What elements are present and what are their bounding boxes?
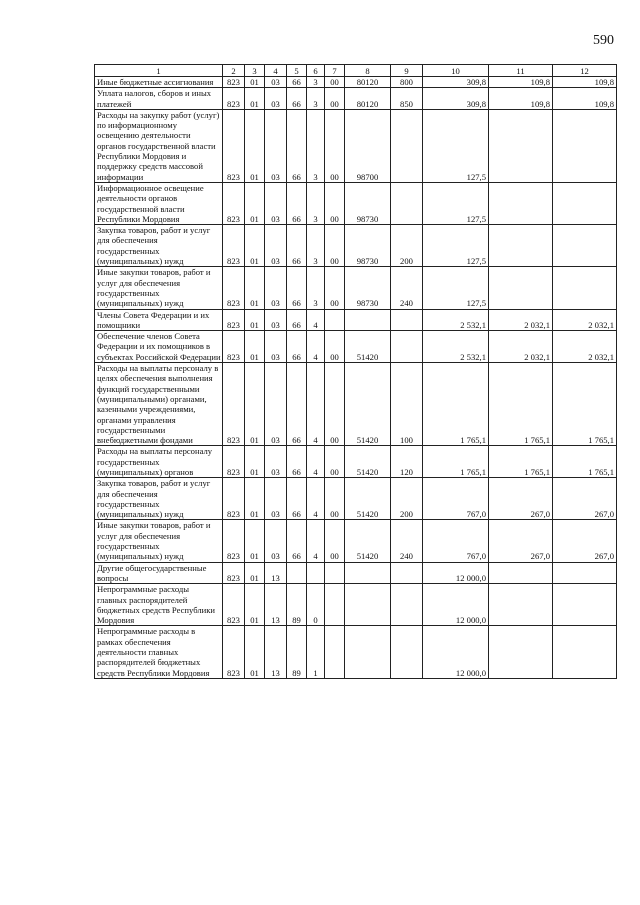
column-3-cell: 01 [245, 182, 265, 224]
table-row [95, 584, 617, 626]
column-9-cell: 200 [391, 225, 423, 267]
column-7-cell [325, 626, 345, 678]
column-3-cell: 01 [245, 446, 265, 478]
column-5-cell: 66 [287, 77, 307, 88]
column-2-cell: 823 [223, 562, 245, 584]
column-10-cell: 767,0 [423, 520, 489, 562]
column-4-cell: 03 [265, 331, 287, 363]
table-row [95, 182, 617, 224]
column-9-cell: 240 [391, 520, 423, 562]
table-row [95, 562, 617, 584]
column-7-cell: 00 [325, 446, 345, 478]
column-11-cell [489, 584, 553, 626]
column-9-cell: 200 [391, 478, 423, 520]
column-header: 9 [391, 65, 423, 77]
column-12-cell [553, 267, 617, 309]
column-12-cell [553, 109, 617, 182]
column-10-cell: 2 532,1 [423, 309, 489, 331]
column-5-cell: 66 [287, 182, 307, 224]
column-header: 1 [95, 65, 223, 77]
column-4-cell: 03 [265, 309, 287, 331]
column-4-cell: 03 [265, 88, 287, 110]
column-7-cell [325, 584, 345, 626]
column-2-cell: 823 [223, 446, 245, 478]
column-6-cell [307, 562, 325, 584]
column-9-cell [391, 562, 423, 584]
table-row [95, 446, 617, 478]
column-11-cell [489, 562, 553, 584]
column-6-cell: 3 [307, 77, 325, 88]
column-2-cell: 823 [223, 331, 245, 363]
column-10-cell: 767,0 [423, 478, 489, 520]
column-11-cell: 267,0 [489, 478, 553, 520]
column-number-row [95, 65, 617, 77]
column-header: 12 [553, 65, 617, 77]
row-name-cell: Непрограммные расходы главных распорядителей бюджетных средств Республики Мордовия [95, 584, 223, 626]
column-4-cell: 03 [265, 446, 287, 478]
column-3-cell: 01 [245, 584, 265, 626]
column-5-cell: 66 [287, 109, 307, 182]
column-7-cell: 00 [325, 267, 345, 309]
column-12-cell [553, 584, 617, 626]
column-10-cell: 127,5 [423, 267, 489, 309]
column-4-cell: 03 [265, 182, 287, 224]
row-name-cell: Другие общегосударственные вопросы [95, 562, 223, 584]
column-10-cell: 1 765,1 [423, 363, 489, 446]
row-name-cell: Обеспечение членов Совета Федерации и их помощников в субъектах Российской Федерации [95, 331, 223, 363]
table-row [95, 77, 617, 88]
row-name-cell: Уплата налогов, сборов и иных платежей [95, 88, 223, 110]
column-8-cell [345, 562, 391, 584]
column-3-cell: 01 [245, 478, 265, 520]
column-12-cell [553, 626, 617, 678]
column-6-cell: 3 [307, 88, 325, 110]
row-name-cell: Расходы на выплаты персоналу государственных (муниципальных) органов [95, 446, 223, 478]
table-row [95, 309, 617, 331]
column-7-cell: 00 [325, 363, 345, 446]
column-3-cell: 01 [245, 225, 265, 267]
column-4-cell: 03 [265, 77, 287, 88]
column-10-cell: 2 532,1 [423, 331, 489, 363]
column-12-cell [553, 225, 617, 267]
column-header: 8 [345, 65, 391, 77]
column-3-cell: 01 [245, 267, 265, 309]
column-2-cell: 823 [223, 478, 245, 520]
column-8-cell: 98730 [345, 225, 391, 267]
column-6-cell: 0 [307, 584, 325, 626]
column-header: 7 [325, 65, 345, 77]
column-2-cell: 823 [223, 267, 245, 309]
column-2-cell: 823 [223, 626, 245, 678]
column-8-cell: 51420 [345, 520, 391, 562]
column-6-cell: 4 [307, 331, 325, 363]
column-5-cell: 66 [287, 331, 307, 363]
row-name-cell: Иные закупки товаров, работ и услуг для обеспечения государственных (муниципальных) нужд [95, 520, 223, 562]
column-12-cell: 109,8 [553, 77, 617, 88]
column-2-cell: 823 [223, 77, 245, 88]
column-header: 3 [245, 65, 265, 77]
column-12-cell: 2 032,1 [553, 331, 617, 363]
column-9-cell [391, 309, 423, 331]
column-2-cell: 823 [223, 309, 245, 331]
column-2-cell: 823 [223, 225, 245, 267]
column-header: 5 [287, 65, 307, 77]
column-10-cell: 309,8 [423, 77, 489, 88]
column-3-cell: 01 [245, 520, 265, 562]
column-4-cell: 03 [265, 109, 287, 182]
column-12-cell [553, 562, 617, 584]
column-12-cell: 1 765,1 [553, 446, 617, 478]
column-7-cell: 00 [325, 182, 345, 224]
table-row [95, 363, 617, 446]
table-row [95, 520, 617, 562]
column-5-cell: 89 [287, 584, 307, 626]
table-row [95, 331, 617, 363]
column-5-cell: 66 [287, 88, 307, 110]
column-8-cell: 51420 [345, 331, 391, 363]
column-4-cell: 13 [265, 584, 287, 626]
page-number: 590 [593, 33, 614, 48]
column-header: 10 [423, 65, 489, 77]
column-10-cell: 12 000,0 [423, 562, 489, 584]
column-11-cell: 109,8 [489, 88, 553, 110]
column-2-cell: 823 [223, 363, 245, 446]
column-4-cell: 03 [265, 478, 287, 520]
column-4-cell: 03 [265, 267, 287, 309]
table-row [95, 478, 617, 520]
column-7-cell: 00 [325, 520, 345, 562]
row-name-cell: Расходы на выплаты персоналу в целях обеспечения выполнения функций государственными (муниципальными) органами, казенными учреждениями, органами управления государственными внебюджетными фондами [95, 363, 223, 446]
column-3-cell: 01 [245, 88, 265, 110]
column-5-cell: 66 [287, 446, 307, 478]
column-2-cell: 823 [223, 584, 245, 626]
column-11-cell: 1 765,1 [489, 446, 553, 478]
row-name-cell: Закупка товаров, работ и услуг для обеспечения государственных (муниципальных) нужд [95, 225, 223, 267]
column-7-cell: 00 [325, 225, 345, 267]
row-name-cell: Расходы на закупку работ (услуг) по информационному освещению деятельности органов государственной власти Республики Мордовия и поддержку средств массовой информации [95, 109, 223, 182]
budget-table [94, 64, 617, 679]
column-11-cell: 2 032,1 [489, 331, 553, 363]
row-name-cell: Иные закупки товаров, работ и услуг для обеспечения государственных (муниципальных) нужд [95, 267, 223, 309]
column-8-cell: 51420 [345, 446, 391, 478]
column-11-cell: 267,0 [489, 520, 553, 562]
column-7-cell: 00 [325, 331, 345, 363]
column-6-cell: 4 [307, 520, 325, 562]
column-9-cell [391, 109, 423, 182]
column-2-cell: 823 [223, 182, 245, 224]
column-11-cell [489, 626, 553, 678]
column-2-cell: 823 [223, 88, 245, 110]
column-10-cell: 309,8 [423, 88, 489, 110]
column-5-cell: 66 [287, 225, 307, 267]
column-10-cell: 12 000,0 [423, 626, 489, 678]
column-8-cell: 98730 [345, 182, 391, 224]
column-3-cell: 01 [245, 562, 265, 584]
column-4-cell: 03 [265, 520, 287, 562]
column-9-cell: 120 [391, 446, 423, 478]
column-9-cell [391, 182, 423, 224]
column-5-cell: 66 [287, 520, 307, 562]
column-3-cell: 01 [245, 626, 265, 678]
column-4-cell: 13 [265, 626, 287, 678]
row-name-cell: Непрограммные расходы в рамках обеспечения деятельности главных распорядителей бюджетных средств Республики Мордовия [95, 626, 223, 678]
column-6-cell: 3 [307, 182, 325, 224]
column-3-cell: 01 [245, 77, 265, 88]
column-12-cell [553, 182, 617, 224]
column-3-cell: 01 [245, 363, 265, 446]
column-header: 11 [489, 65, 553, 77]
table-row [95, 88, 617, 110]
column-3-cell: 01 [245, 109, 265, 182]
column-11-cell: 109,8 [489, 77, 553, 88]
table-row [95, 267, 617, 309]
column-5-cell: 89 [287, 626, 307, 678]
column-12-cell: 267,0 [553, 478, 617, 520]
column-10-cell: 127,5 [423, 225, 489, 267]
table-row [95, 109, 617, 182]
column-6-cell: 3 [307, 267, 325, 309]
column-5-cell: 66 [287, 363, 307, 446]
column-4-cell: 03 [265, 225, 287, 267]
column-4-cell: 13 [265, 562, 287, 584]
column-11-cell: 1 765,1 [489, 363, 553, 446]
column-9-cell: 100 [391, 363, 423, 446]
column-7-cell [325, 562, 345, 584]
column-11-cell [489, 225, 553, 267]
column-8-cell: 80120 [345, 77, 391, 88]
row-name-cell: Информационное освещение деятельности органов государственной власти Республики Мордовия [95, 182, 223, 224]
column-12-cell: 109,8 [553, 88, 617, 110]
row-name-cell: Иные бюджетные ассигнования [95, 77, 223, 88]
column-10-cell: 127,5 [423, 109, 489, 182]
column-3-cell: 01 [245, 309, 265, 331]
column-11-cell [489, 267, 553, 309]
column-9-cell [391, 626, 423, 678]
column-12-cell: 1 765,1 [553, 363, 617, 446]
column-8-cell [345, 584, 391, 626]
column-8-cell: 51420 [345, 363, 391, 446]
column-8-cell: 80120 [345, 88, 391, 110]
column-7-cell: 00 [325, 77, 345, 88]
column-7-cell: 00 [325, 88, 345, 110]
column-2-cell: 823 [223, 520, 245, 562]
column-12-cell: 267,0 [553, 520, 617, 562]
column-4-cell: 03 [265, 363, 287, 446]
table-body [95, 77, 617, 679]
column-8-cell: 98700 [345, 109, 391, 182]
row-name-cell: Члены Совета Федерации и их помощники [95, 309, 223, 331]
column-5-cell [287, 562, 307, 584]
column-10-cell: 127,5 [423, 182, 489, 224]
column-8-cell [345, 309, 391, 331]
column-7-cell [325, 309, 345, 331]
column-6-cell: 1 [307, 626, 325, 678]
table-row [95, 626, 617, 678]
column-12-cell: 2 032,1 [553, 309, 617, 331]
column-11-cell [489, 182, 553, 224]
column-9-cell [391, 584, 423, 626]
column-5-cell: 66 [287, 309, 307, 331]
column-7-cell: 00 [325, 109, 345, 182]
column-9-cell: 850 [391, 88, 423, 110]
column-6-cell: 4 [307, 309, 325, 331]
column-2-cell: 823 [223, 109, 245, 182]
column-3-cell: 01 [245, 331, 265, 363]
column-9-cell: 800 [391, 77, 423, 88]
column-6-cell: 4 [307, 446, 325, 478]
table-row [95, 225, 617, 267]
column-10-cell: 1 765,1 [423, 446, 489, 478]
column-6-cell: 4 [307, 478, 325, 520]
column-header: 2 [223, 65, 245, 77]
column-9-cell [391, 331, 423, 363]
column-11-cell: 2 032,1 [489, 309, 553, 331]
column-6-cell: 4 [307, 363, 325, 446]
column-header: 4 [265, 65, 287, 77]
column-6-cell: 3 [307, 225, 325, 267]
column-8-cell [345, 626, 391, 678]
column-5-cell: 66 [287, 478, 307, 520]
column-8-cell: 98730 [345, 267, 391, 309]
column-10-cell: 12 000,0 [423, 584, 489, 626]
column-5-cell: 66 [287, 267, 307, 309]
column-8-cell: 51420 [345, 478, 391, 520]
column-6-cell: 3 [307, 109, 325, 182]
column-7-cell: 00 [325, 478, 345, 520]
column-11-cell [489, 109, 553, 182]
column-9-cell: 240 [391, 267, 423, 309]
column-header: 6 [307, 65, 325, 77]
row-name-cell: Закупка товаров, работ и услуг для обеспечения государственных (муниципальных) нужд [95, 478, 223, 520]
